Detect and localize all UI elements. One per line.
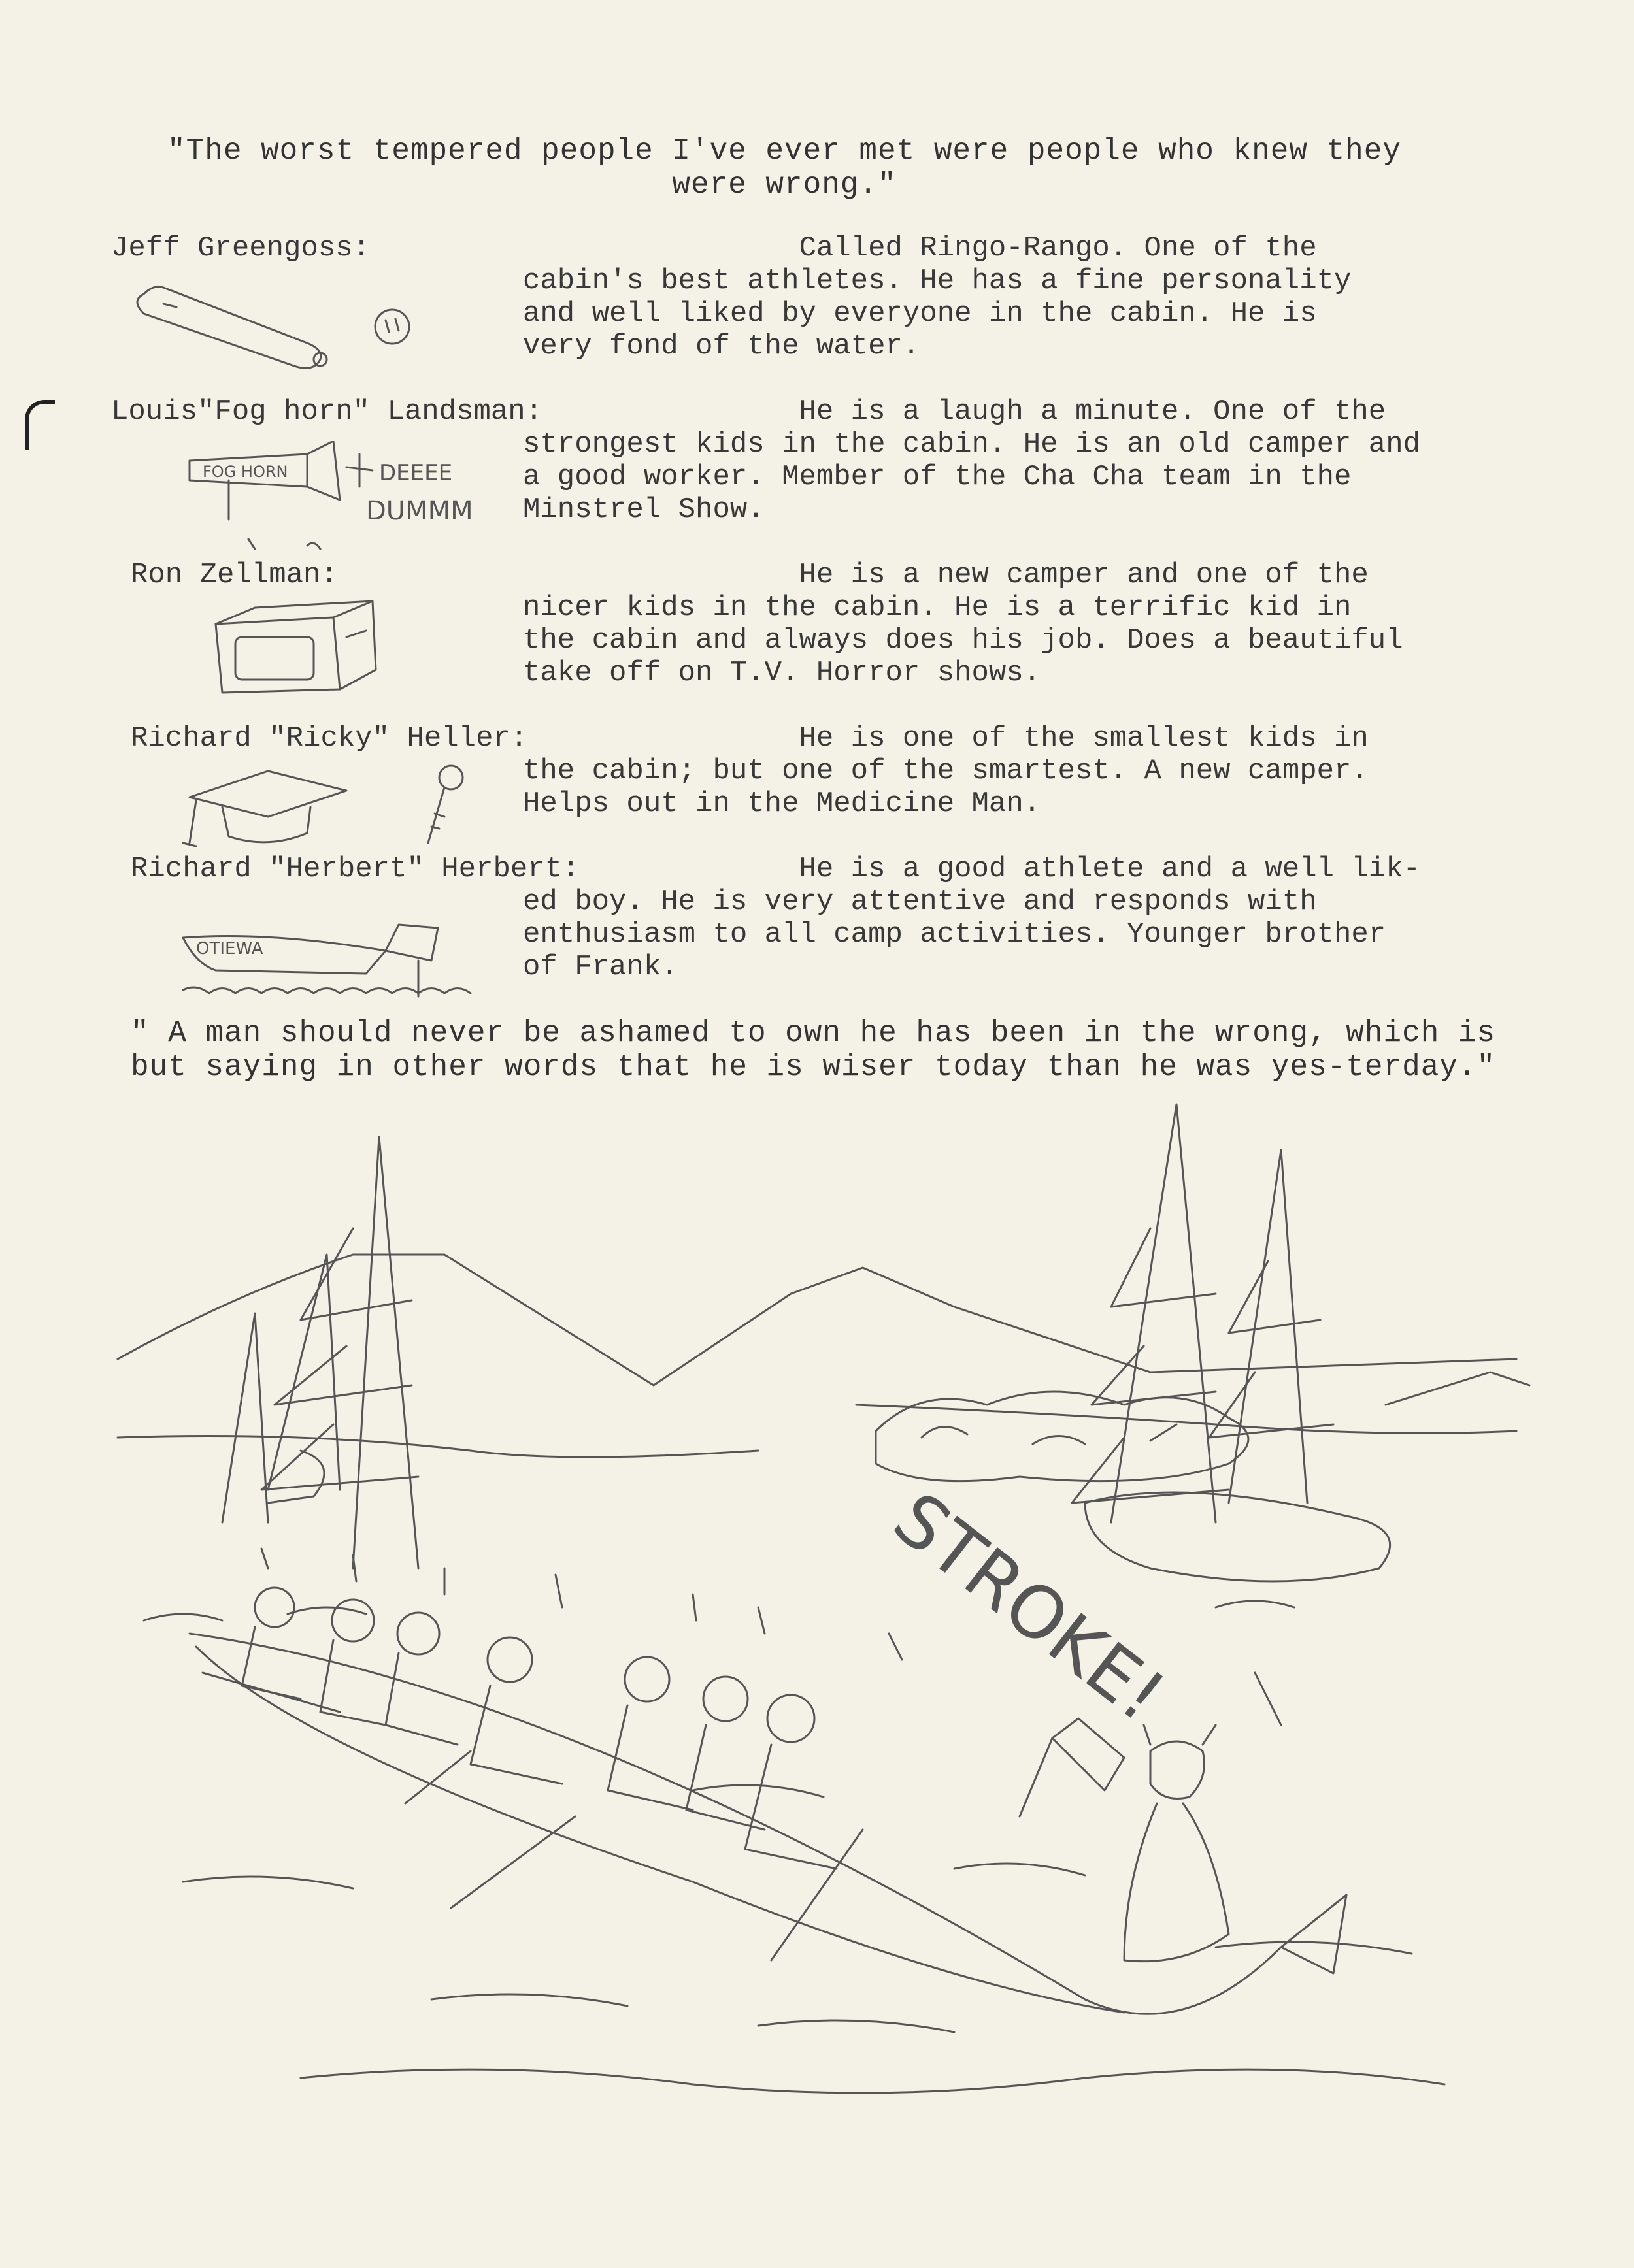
svg-text:OTIEWA: OTIEWA: [196, 939, 263, 959]
television-icon: [209, 598, 379, 696]
motorboat-icon: [170, 912, 497, 1016]
camper-description: He is a laugh a minute. One of the strongest kids in the cabin. He is an old camper and a good worker. Member of the Cha Cha team in the Minstrel Show.: [523, 395, 1421, 526]
camper-description: He is one of the smallest kids in the cabin; but one of the smartest. A new camper. Helps out in the Medicine Man.: [523, 722, 1369, 820]
baseball-bat-icon: [124, 268, 412, 372]
camper-name: Richard "Herbert" Herbert:: [131, 853, 580, 885]
footer-quote: " A man should never be ashamed to own he has been in the wrong, which is but saying in other words that he is wiser today than he was yes-terday.": [131, 1016, 1496, 1084]
svg-text:DUMMM: DUMMM: [366, 496, 473, 526]
svg-text:FOG HORN: FOG HORN: [203, 463, 288, 481]
header-quote: "The worst tempered people I've ever met were people who knew they were wrong.": [167, 134, 1401, 202]
camper-description: Called Ringo-Rango. One of the cabin's best athletes. He has a fine personality and well liked by everyone in the cabin. He is very fond of the water.: [523, 232, 1352, 363]
camper-name: Ron Zellman:: [131, 559, 338, 591]
fog-horn-icon: [176, 441, 503, 559]
canoe-illustration: [105, 1098, 1542, 2209]
camper-description: He is a good athlete and a well lik- ed boy. He is very attentive and responds with enthusiasm to all camp activities. Younger brother of Frank.: [523, 853, 1421, 983]
camper-name: Richard "Ricky" Heller:: [131, 722, 528, 755]
binder-hole-mark: [25, 400, 55, 450]
svg-text:DEEEE: DEEEE: [379, 460, 453, 486]
camper-name: Louis"Fog horn" Landsman:: [111, 395, 543, 428]
camper-description: He is a new camper and one of the nicer kids in the cabin. He is a terrific kid in the cabin and always does his job. Does a beautiful take off on T.V. Horror shows.: [523, 559, 1403, 689]
svg-text:STROKE!: STROKE!: [878, 1476, 1180, 1738]
camper-name: Jeff Greengoss:: [111, 232, 371, 265]
graduation-cap-icon: [176, 758, 477, 856]
